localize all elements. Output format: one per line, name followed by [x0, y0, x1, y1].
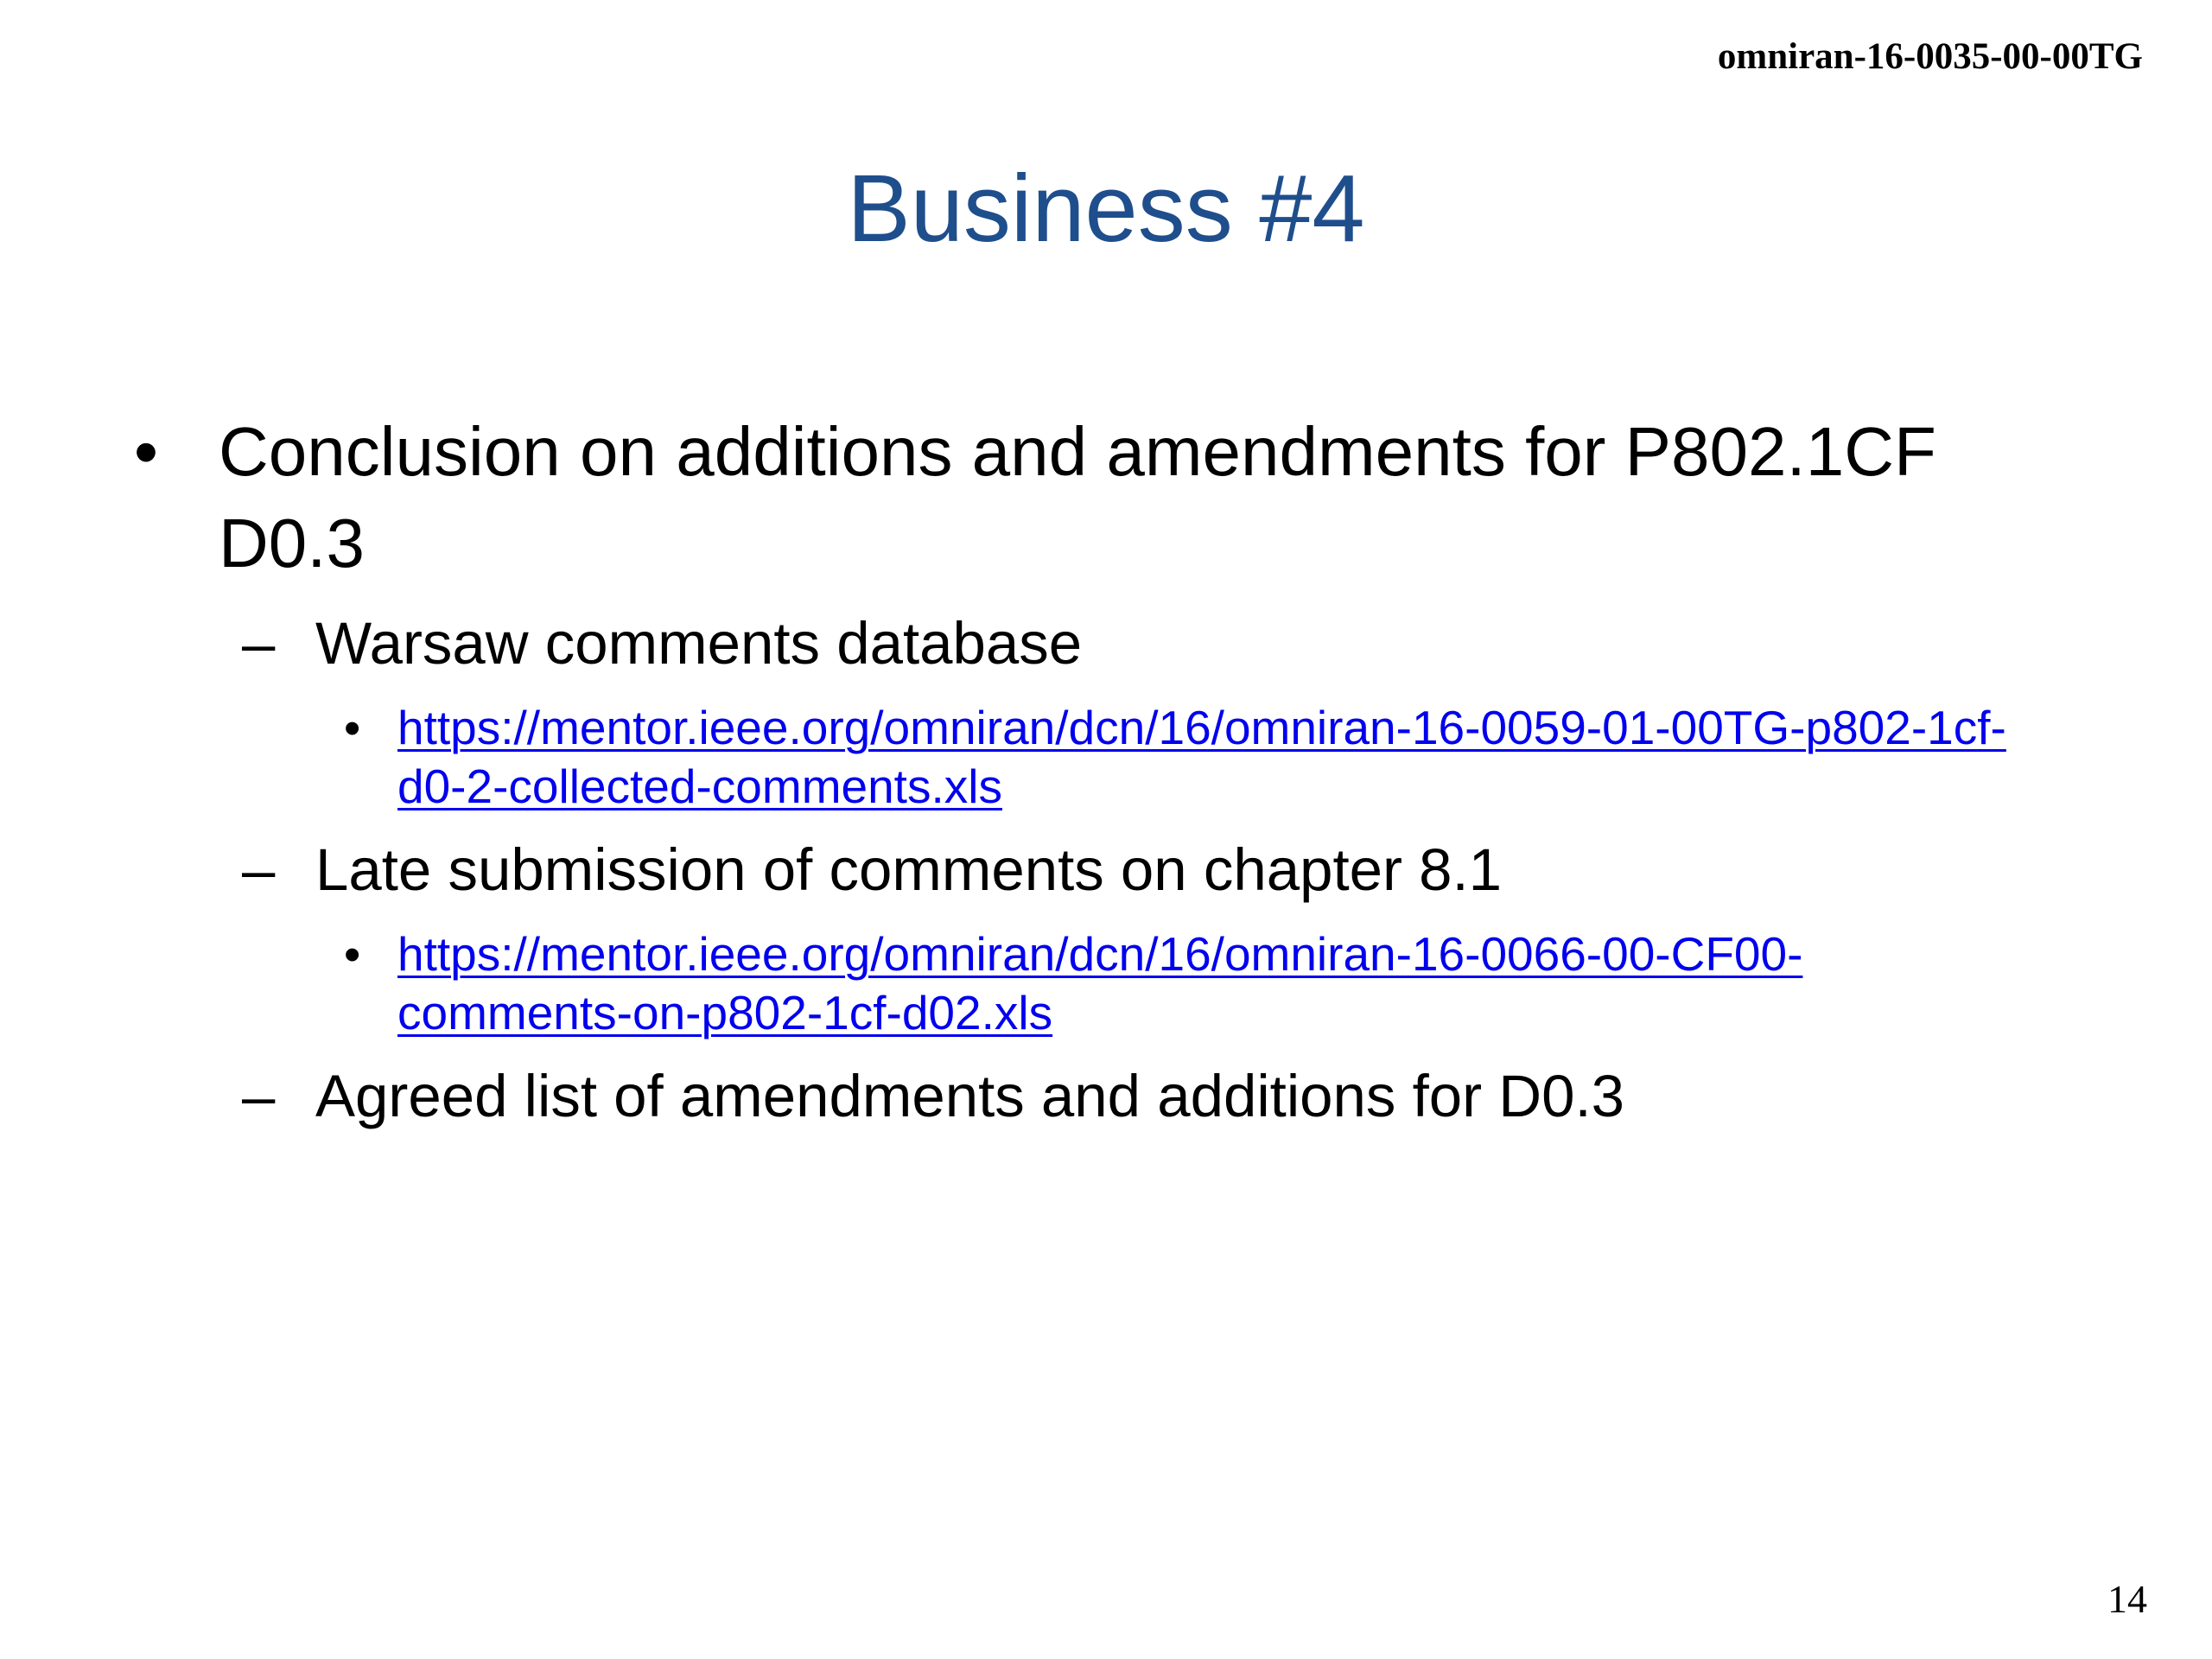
link-line-2[interactable]: d0-2-collected-comments.xls [397, 760, 1002, 813]
document-id: omniran-16-0035-00-00TG [1717, 36, 2143, 77]
sub-item-agreed-list [0, 1058, 2044, 1135]
sub-item-late-submission [0, 831, 2044, 909]
bullet-text: Conclusion on additions and amendments for P802.1CF D0.3 [219, 413, 1936, 582]
slide-content [0, 406, 2212, 1135]
dash-marker: – [242, 610, 276, 677]
sub-item-text: Late submission of comments on chapter 8.1 [315, 836, 1503, 903]
sub-item-text: Warsaw comments database [315, 610, 1083, 677]
sub-item-text: Agreed list of amendments and additions for D0.3 [315, 1063, 1625, 1129]
dash-marker: – [242, 1063, 276, 1129]
link-line-1[interactable]: https://mentor.ieee.org/omniran/dcn/16/omniran-16-0059-01-00TG-p802-1cf- [397, 701, 2006, 754]
sub-item-warsaw [0, 605, 2044, 683]
bullet-marker: • [134, 413, 159, 490]
late-comments-link[interactable] [397, 927, 1802, 1039]
page-number: 14 [2107, 1577, 2147, 1621]
link-line-1[interactable]: https://mentor.ieee.org/omniran/dcn/16/omniran-16-0066-00-CF00- [397, 927, 1803, 981]
link-line-2[interactable]: comments-on-p802-1cf-d02.xls [397, 986, 1053, 1039]
dash-marker: – [242, 836, 276, 903]
slide-title: Business #4 [847, 156, 1365, 262]
link-bullet-marker: • [344, 927, 361, 981]
link-item-warsaw [0, 698, 2126, 816]
comments-database-link[interactable] [397, 701, 2006, 813]
link-bullet-marker: • [344, 701, 361, 754]
link-item-late-submission [0, 925, 2126, 1042]
bullet-item [0, 406, 2085, 589]
